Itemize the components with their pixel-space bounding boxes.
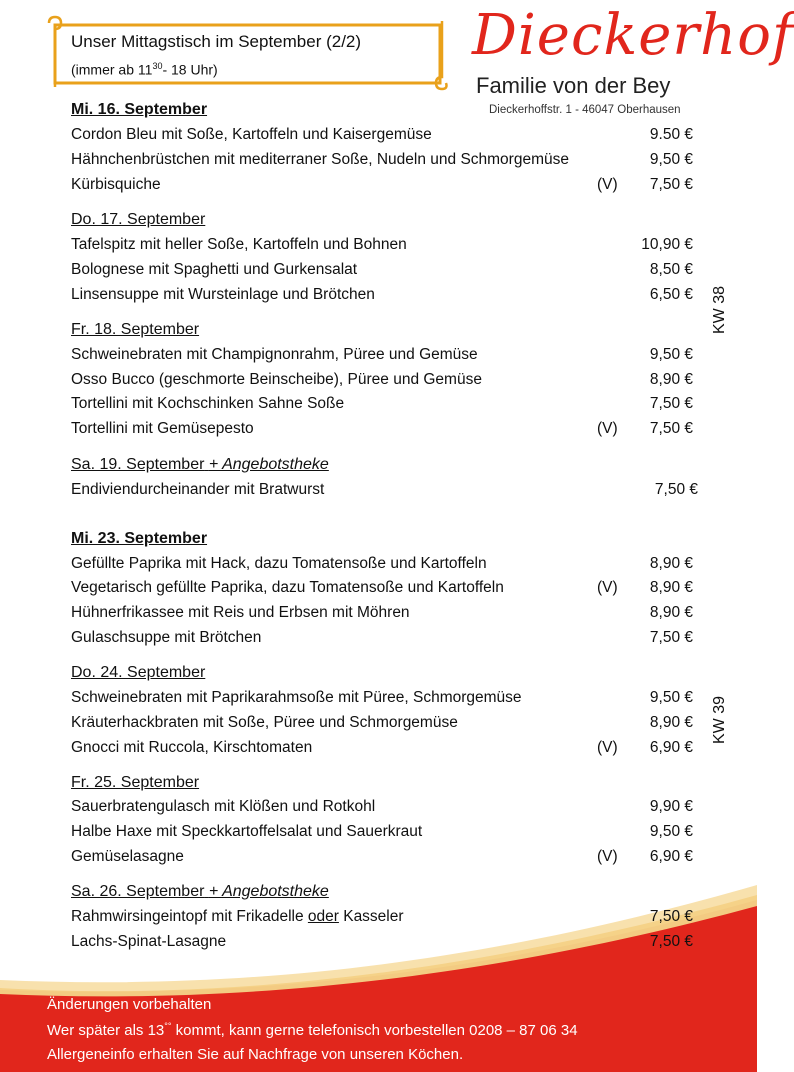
menu-item: Tortellini mit Gemüsepesto (V) 7,50 € [71,420,693,437]
page-title: Unser Mittagstisch im September (2/2) [71,32,362,51]
menu-item: Linsensuppe mit Wursteinlage und Brötchen 6,50 € [71,286,693,303]
offer-note: + Angebotstheke [208,883,329,900]
day-heading: Fr. 18. September [71,321,200,338]
day-heading: Do. 17. September [71,211,206,228]
logo-family: Familie von der Bey [476,73,671,98]
week-label-kw38: KW 38 [711,285,729,335]
menu-item: Gnocci mit Ruccola, Kirschtomaten (V) 6,90 € [71,739,693,756]
menu-item: Halbe Haxe mit Speckkartoffelsalat und Sauerkraut 9,50 € [71,823,693,840]
logo-wordmark: Dieckerhof [472,3,794,68]
offer-note: + Angebotstheke [208,456,329,473]
logo-address: Dieckerhoffstr. 1 - 46047 Oberhausen [489,104,681,116]
footer-preorder: Wer später als 13°° kommt, kann gerne telefonisch vorbestellen 0208 – 87 06 34 [47,1021,578,1039]
menu-item: Sauerbratengulasch mit Klößen und Rotkohl 9,90 € [71,798,693,815]
menu-item: Hähnchenbrüstchen mit mediterraner Soße, Nudeln und Schmorgemüse 9,50 € [71,151,693,168]
footer-allergen: Allergeneinfo erhalten Sie auf Nachfrage von unseren Köchen. [47,1046,464,1063]
day-heading: Mi. 16. September [71,101,208,118]
menu-item: Tortellini mit Kochschinken Sahne Soße 7,50 € [71,395,693,412]
menu-item: Rahmwirsingeintopf mit Frikadelle oder Kasseler 7,50 € [71,908,693,925]
menu-item: Kräuterhackbraten mit Soße, Püree und Schmorgemüse 8,90 € [71,714,693,731]
week-label-kw39: KW 39 [711,695,729,745]
menu-item: Vegetarisch gefüllte Paprika, dazu Tomatensoße und Kartoffeln (V) 8,90 € [71,579,693,596]
menu-item: Cordon Bleu mit Soße, Kartoffeln und Kaisergemüse 9.50 € [71,126,693,143]
menu-item: Osso Bucco (geschmorte Beinscheibe), Püree und Gemüse 8,90 € [71,371,693,388]
menu-item: Schweinebraten mit Paprikarahmsoße mit Püree, Schmorgemüse 9,50 € [71,689,693,706]
menu-item: Kürbisquiche (V) 7,50 € [71,176,693,193]
menu-item: Tafelspitz mit heller Soße, Kartoffeln und Bohnen 10,90 € [71,236,693,253]
menu-item: Hühnerfrikassee mit Reis und Erbsen mit Möhren 8,90 € [71,604,693,621]
menu-item: Gefüllte Paprika mit Hack, dazu Tomatensoße und Kartoffeln 8,90 € [71,555,693,572]
menu-item: Endiviendurcheinander mit Bratwurst 7,50 € [71,481,698,498]
day-heading: Fr. 25. September [71,774,200,791]
header-scroll [47,17,450,87]
day-heading: Sa. 26. September + Angebotstheke [71,883,329,900]
footer-notice: Änderungen vorbehalten [47,996,212,1013]
menu-item: Gulaschsuppe mit Brötchen 7,50 € [71,629,693,646]
menu-item: Schweinebraten mit Champignonrahm, Püree und Gemüse 9,50 € [71,346,693,363]
menu-item: Lachs-Spinat-Lasagne 7,50 € [71,933,693,950]
day-heading: Do. 24. September [71,664,206,681]
day-heading: Mi. 23. September [71,530,208,547]
day-heading: Sa. 19. September + Angebotstheke [71,456,329,473]
menu-item: Gemüselasagne (V) 6,90 € [71,848,693,865]
menu-item: Bolognese mit Spaghetti und Gurkensalat 8,50 € [71,261,693,278]
opening-hours: (immer ab $11^{30}-$ 18 Uhr) [71,61,218,78]
scroll-frame-icon [47,17,450,89]
